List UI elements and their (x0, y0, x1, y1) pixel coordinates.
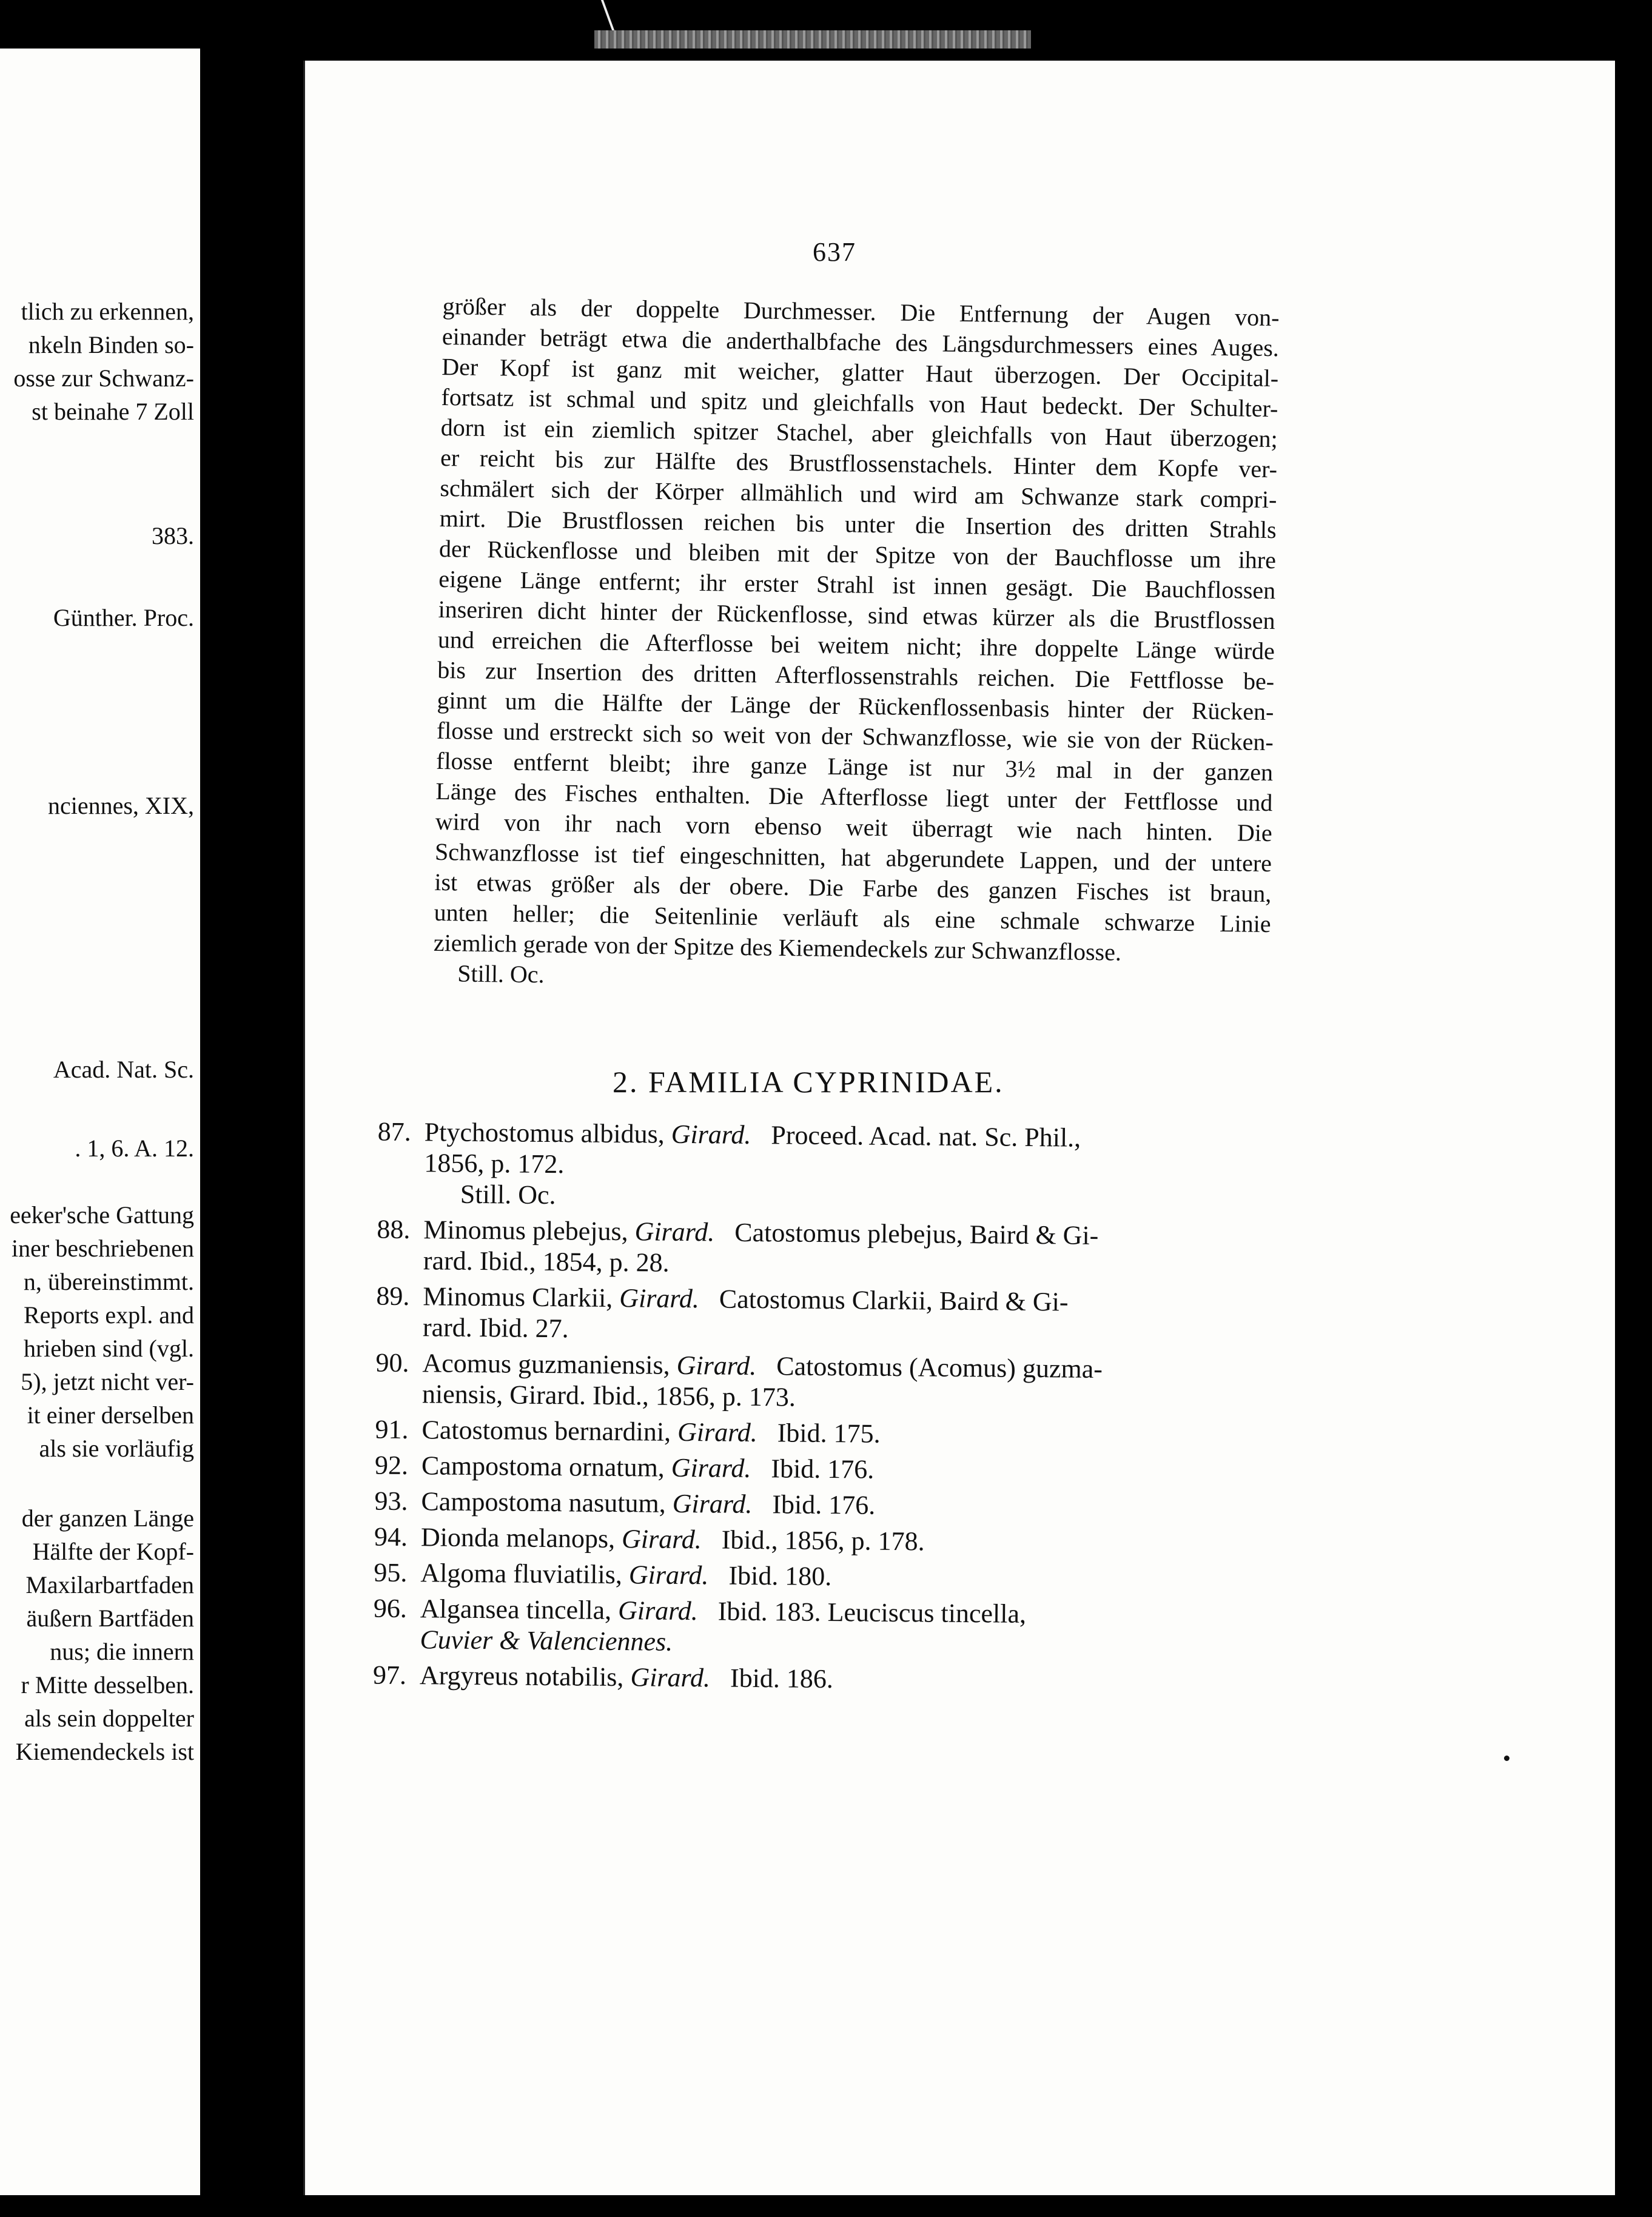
entry-author: Girard. (621, 1524, 702, 1555)
body-line: ist etwas größer als der obere. Die Farbe des ganzen Fisches ist braun, (434, 868, 1272, 908)
left-fragment: Acad. Nat. Sc. (53, 1056, 194, 1083)
stray-dot (1504, 1756, 1509, 1761)
list-item (335, 1659, 1281, 1699)
left-fragment: der ganzen Länge (21, 1504, 194, 1532)
left-fragment: Reports expl. and (23, 1301, 194, 1329)
list-item (338, 1280, 1284, 1350)
left-fragment: osse zur Schwanz- (13, 364, 194, 392)
entry-continuation: Cuvier & Valenciennes. (420, 1625, 673, 1657)
entry-reference: Catostomus (Acomus) guzma- (776, 1351, 1103, 1384)
body-line: einander beträgt etwa die anderthalbfache des Längsdurchmessers eines Auges. (442, 322, 1280, 362)
entry-reference: Proceed. Acad. nat. Sc. Phil., (771, 1120, 1081, 1153)
body-line: Still. Oc. (457, 959, 545, 988)
entry-reference: Catostomus Clarkii, Baird & Gi- (719, 1284, 1069, 1317)
entry-reference: Ibid. 183. Leuciscus tincella, (717, 1596, 1027, 1629)
left-fragment: 5), jetzt nicht ver- (21, 1368, 194, 1395)
left-fragment: Hälfte der Kopf- (32, 1538, 194, 1565)
entry-number: 96. (373, 1593, 408, 1623)
entry-author: Girard. (634, 1216, 715, 1247)
section-heading: 2. FAMILIA CYPRINIDAE. (613, 1065, 1004, 1099)
entry-number: 95. (374, 1557, 408, 1588)
left-fragment: äußern Bartfäden (26, 1605, 194, 1632)
body-line: wird von ihr nach vorn ebenso weit überragt wie nach hinten. Die (435, 807, 1272, 847)
list-item (336, 1485, 1282, 1524)
entry-number: 92. (374, 1450, 409, 1481)
entry-continuation: rard. Ibid., 1854, p. 28. (423, 1246, 670, 1278)
list-item (337, 1449, 1283, 1489)
list-item (338, 1213, 1285, 1284)
entry-name: Catostomus bernardini, (421, 1415, 671, 1447)
body-line: eigene Länge entfernt; ihr erster Strahl ist innen gesägt. Die Bauchflossen (438, 565, 1276, 605)
entry-continuation: rard. Ibid. 27. (422, 1312, 569, 1344)
body-line: fortsatz ist schmal und spitz und gleichfalls von Haut bedeckt. Der Schulter- (441, 383, 1278, 423)
entry-reference: Ibid. 176. (772, 1489, 876, 1520)
body-line: und erreichen die Afterflosse bei weitem nicht; ihre doppelte Länge würde (437, 625, 1275, 665)
entry-number: 97. (372, 1660, 407, 1690)
left-fragment: iner beschriebenen (12, 1235, 194, 1262)
body-line: unten heller; die Seitenlinie verläuft als eine schmale schwarze Linie (434, 898, 1271, 938)
body-line: Der Kopf ist ganz mit weicher, glatter Haut überzogen. Der Occipital- (441, 352, 1279, 392)
body-line: schmälert sich der Körper allmählich und wird am Schwanze stark compri- (440, 474, 1277, 514)
entry-author: Girard. (676, 1350, 757, 1381)
left-fragment: tlich zu erkennen, (21, 298, 194, 325)
entry-name: Algoma fluviatilis, (420, 1558, 623, 1590)
body-line: Länge des Fisches enthalten. Die Afterflosse liegt unter der Fettflosse und (435, 777, 1273, 817)
entry-name: Minomus Clarkii, (423, 1281, 613, 1313)
entry-name: Campostoma ornatum, (421, 1451, 665, 1483)
body-paragraph (433, 291, 1280, 1000)
body-line: Schwanzflosse ist tief eingeschnitten, hat abgerundete Lappen, und der untere (434, 837, 1272, 877)
left-fragment: Maxilarbartfaden (25, 1571, 194, 1598)
body-line: dorn ist ein ziemlich spitzer Stachel, aber gleichfalls von Haut überzogen; (440, 413, 1278, 453)
list-item (339, 1116, 1286, 1217)
left-fragment: Kiemendeckels ist (15, 1738, 194, 1765)
left-fragment: 383. (152, 522, 194, 549)
entry-author: Girard. (671, 1452, 751, 1483)
body-line: flosse entfernt bleibt; ihre ganze Länge ist nur 3½ mal in der ganzen (435, 746, 1274, 787)
entry-continuation: 1856, p. 172. (424, 1148, 565, 1179)
entry-author: Girard. (671, 1119, 751, 1150)
entry-reference: Ibid., 1856, p. 178. (721, 1524, 925, 1557)
body-line: mirt. Die Brustflossen reichen bis unter die Insertion des dritten Strahls (439, 504, 1277, 544)
entry-name: Acomus guzmaniensis, (422, 1348, 670, 1380)
entry-name: Algansea tincella, (420, 1594, 612, 1625)
entry-name: Minomus plebejus, (423, 1215, 628, 1247)
body-line: flosse und erstreckt sich so weit von der Schwanzflosse, wie sie von der Rücken- (436, 716, 1274, 756)
entry-reference: Catostomus plebejus, Baird & Gi- (734, 1217, 1099, 1250)
left-fragment: als sein doppelter (24, 1705, 194, 1732)
entry-name: Campostoma nasutum, (421, 1486, 666, 1518)
entry-name: Dionda melanops, (420, 1522, 616, 1554)
left-fragment: Günther. Proc. (53, 604, 194, 631)
body-line: der Rückenflosse und bleiben mit der Spitze von der Bauchflosse um ihre (438, 534, 1277, 574)
list-item (335, 1557, 1281, 1596)
entry-location: Still. Oc. (460, 1179, 556, 1210)
entry-name: Argyreus notabilis, (419, 1660, 624, 1692)
entry-reference: Ibid. 175. (777, 1418, 881, 1449)
left-fragment: hrieben sind (vgl. (23, 1335, 194, 1362)
entry-reference: Ibid. 180. (728, 1560, 832, 1592)
entry-name: Ptychostomus albidus, (424, 1117, 665, 1149)
entry-number: 91. (375, 1414, 409, 1445)
list-item (337, 1414, 1283, 1453)
entry-author: Girard. (619, 1283, 700, 1314)
left-fragment: nus; die innern (50, 1638, 194, 1665)
entry-number: 94. (374, 1521, 408, 1552)
entry-number: 89. (376, 1281, 410, 1312)
left-fragment: nkeln Binden so- (28, 331, 194, 358)
list-item (336, 1521, 1282, 1560)
entry-number: 93. (374, 1486, 408, 1517)
entry-author: Girard. (617, 1595, 698, 1626)
scan-edge-strip (594, 30, 1031, 49)
list-item (335, 1592, 1281, 1663)
left-fragment: eeker'sche Gattung (10, 1201, 194, 1229)
left-fragment: st beinahe 7 Zoll (32, 398, 194, 425)
left-fragment: . 1, 6. A. 12. (75, 1135, 194, 1162)
body-line: bis zur Insertion des dritten Afterflossenstrahls reichen. Die Fettflosse be- (437, 656, 1275, 696)
left-fragment: n, übereinstimmt. (23, 1268, 194, 1295)
body-line: ziemlich gerade von der Spitze des Kiemendeckels zur Schwanzflosse. (433, 928, 1122, 966)
entry-reference: Ibid. 176. (771, 1454, 875, 1484)
entry-number: 88. (377, 1214, 411, 1245)
entry-reference: Ibid. 186. (730, 1663, 834, 1694)
entry-number: 90. (375, 1347, 409, 1378)
page-number: 637 (813, 237, 856, 267)
entry-author: Girard. (672, 1488, 753, 1519)
entry-author: Girard. (677, 1417, 757, 1448)
entry-number: 87. (377, 1116, 411, 1147)
species-list (335, 1116, 1286, 1703)
left-fragment: nciennes, XIX, (47, 792, 194, 819)
left-page (0, 49, 200, 2195)
body-line: größer als der doppelte Durchmesser. Die Entfernung der Augen von- (442, 292, 1280, 332)
clip-mark (601, 0, 651, 30)
body-line: er reicht bis zur Hälfte des Brustflossenstachels. Hinter dem Kopfe ver- (440, 443, 1278, 483)
body-line: ginnt um die Hälfte der Länge der Rückenflossenbasis hinter der Rücken- (437, 686, 1274, 726)
entry-author: Girard. (630, 1662, 711, 1693)
list-item (337, 1347, 1284, 1417)
left-fragment: r Mitte desselben. (21, 1671, 194, 1699)
body-line: inseriren dicht hinter der Rückenflosse, sind etwas kürzer als die Brustflossen (438, 595, 1275, 635)
entry-author: Girard. (628, 1560, 709, 1591)
left-fragment: als sie vorläufig (39, 1435, 194, 1462)
entry-continuation: niensis, Girard. Ibid., 1856, p. 173. (421, 1379, 796, 1412)
left-fragment: it einer derselben (27, 1401, 194, 1429)
